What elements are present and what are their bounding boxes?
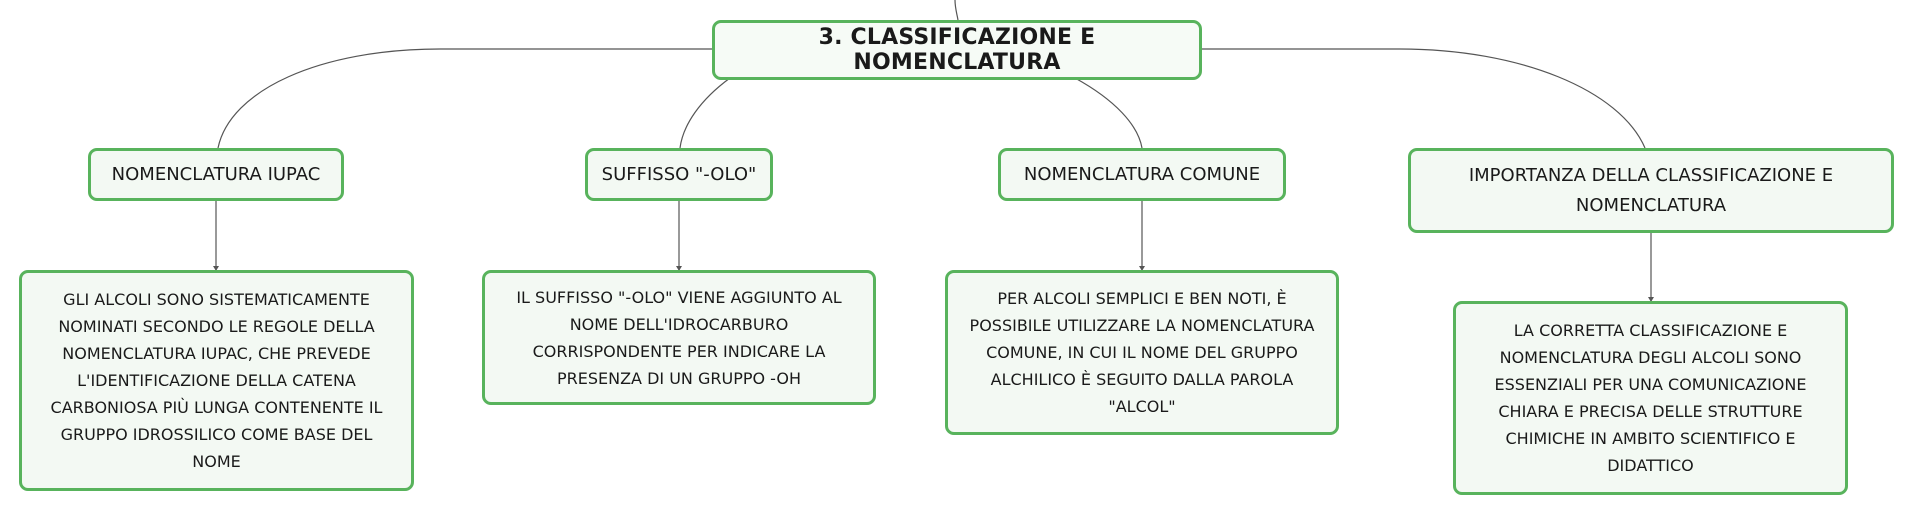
link-root-iupac bbox=[218, 49, 712, 148]
parent-link bbox=[955, 0, 958, 20]
branch-topic-label: SUFFISSO "-OLO" bbox=[601, 163, 757, 185]
detail-topic-text: IL SUFFISSO "-OLO" VIENE AGGIUNTO AL NOME DELL'IDROCARBURO CORRISPONDENTE PER INDICARE LA PRESENZA DI UN GRUPPO -OH bbox=[516, 287, 842, 388]
link-root-comune bbox=[1075, 78, 1142, 148]
root-topic[interactable] bbox=[712, 20, 1202, 80]
branch-topic-importanza[interactable] bbox=[1408, 148, 1894, 233]
branch-topic-label: IMPORTANZA DELLA CLASSIFICAZIONE E NOMENCLATURA bbox=[1468, 164, 1834, 216]
branch-topic-suffisso[interactable] bbox=[585, 148, 773, 201]
branch-topic-iupac[interactable] bbox=[88, 148, 344, 201]
detail-topic-importanza[interactable] bbox=[1453, 301, 1848, 495]
detail-topic-comune[interactable] bbox=[945, 270, 1339, 435]
branch-topic-comune[interactable] bbox=[998, 148, 1286, 201]
detail-topic-text: LA CORRETTA CLASSIFICAZIONE E NOMENCLATURA DEGLI ALCOLI SONO ESSENZIALI PER UNA COMUNICAZIONE CHIARA E PRECISA DELLE STRUTTURE CHIMICHE IN AMBITO SCIENTIFICO E DIDATTICO bbox=[1494, 321, 1807, 475]
root-topic-label: 3. CLASSIFICAZIONE E NOMENCLATURA bbox=[818, 25, 1096, 75]
branch-topic-label: NOMENCLATURA IUPAC bbox=[111, 163, 321, 185]
detail-topic-iupac[interactable] bbox=[19, 270, 414, 491]
detail-topic-text: GLI ALCOLI SONO SISTEMATICAMENTE NOMINATI SECONDO LE REGOLE DELLA NOMENCLATURA IUPAC, CHE PREVEDE L'IDENTIFICAZIONE DELLA CATENA CARBONIOSA PIÙ LUNGA CONTENENTE IL GRUPPO IDROSSILICO COME BASE DEL NOME bbox=[50, 290, 383, 471]
detail-topic-text: PER ALCOLI SEMPLICI E BEN NOTI, È POSSIBILE UTILIZZARE LA NOMENCLATURA COMUNE, IN CUI IL NOME DEL GRUPPO ALCHILICO È SEGUITO DALLA PAROLA "ALCOL" bbox=[969, 289, 1315, 416]
detail-topic-suffisso[interactable] bbox=[482, 270, 876, 405]
branch-topic-label: NOMENCLATURA COMUNE bbox=[1023, 163, 1261, 185]
link-root-importanza bbox=[1202, 49, 1645, 148]
link-root-suffisso bbox=[680, 78, 730, 148]
